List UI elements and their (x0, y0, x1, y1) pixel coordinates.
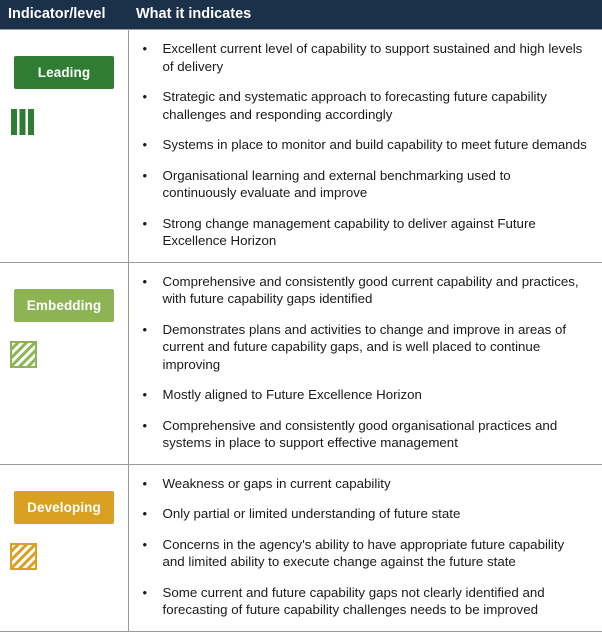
list-item: • Excellent current level of capability to support sustained and high levels of delivery (141, 40, 593, 75)
list-item: • Demonstrates plans and activities to change and improve in areas of current and future capability gaps, and is well placed to continue improving (141, 321, 593, 374)
list-item: • Some current and future capability gaps not clearly identified and forecasting of future capability challenges needs to be improved (141, 584, 593, 619)
list-item: • Strategic and systematic approach to forecasting future capability challenges and responding accordingly (141, 88, 593, 123)
list-item: • Weakness or gaps in current capability (141, 475, 593, 493)
table-header-row (0, 0, 602, 30)
list-item: • Strong change management capability to deliver against Future Excellence Horizon (141, 215, 593, 250)
table-row (0, 30, 602, 263)
column-header-indicator: Indicator/level (0, 0, 128, 30)
column-header-what: What it indicates (128, 0, 602, 30)
diagonal-hatched-square-icon (10, 340, 120, 370)
bullet-list (141, 273, 593, 452)
indicator-cell-leading (0, 30, 128, 263)
indicates-cell-developing (128, 464, 602, 631)
bullet-list (141, 40, 593, 250)
indicates-cell-embedding (128, 262, 602, 464)
list-item: • Comprehensive and consistently good current capability and practices, with future capability gaps identified (141, 273, 593, 308)
indicator-cell-embedding (0, 262, 128, 464)
status-badge-embedding: Embedding (14, 289, 114, 322)
list-item: • Only partial or limited understanding of future state (141, 505, 593, 523)
diagonal-hatched-square-icon (10, 542, 120, 572)
bullet-list (141, 475, 593, 619)
indicator-cell-developing (0, 464, 128, 631)
table-row (0, 262, 602, 464)
list-item: • Comprehensive and consistently good organisational practices and systems in place to support effective management (141, 417, 593, 452)
table-row (0, 464, 602, 631)
status-badge-developing: Developing (14, 491, 114, 524)
three-vertical-bars-icon (10, 107, 120, 137)
list-item: • Mostly aligned to Future Excellence Horizon (141, 386, 593, 404)
indicates-cell-leading (128, 30, 602, 263)
list-item: • Systems in place to monitor and build capability to meet future demands (141, 136, 593, 154)
list-item: • Organisational learning and external benchmarking used to continuously evaluate and improve (141, 167, 593, 202)
status-badge-leading: Leading (14, 56, 114, 89)
list-item: • Concerns in the agency's ability to have appropriate future capability and limited ability to execute change against the future state (141, 536, 593, 571)
